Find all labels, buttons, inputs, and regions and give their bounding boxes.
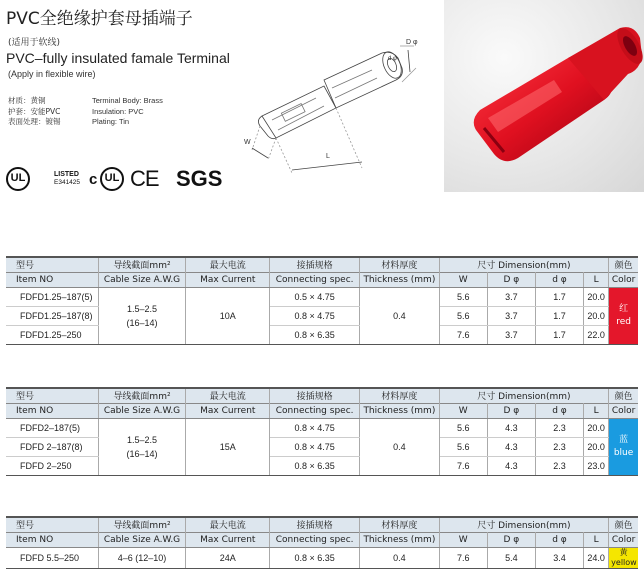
header-spec-en: Connecting spec. [270,272,360,287]
terminal-technical-drawing [232,8,437,188]
dim-d: 2.3 [535,437,583,456]
header-item-cn: 型号 [6,388,98,403]
table-row [6,287,638,306]
header-dimension: 尺寸 Dimension(mm) [439,517,609,532]
header-spec-cn: 接插规格 [270,517,360,532]
header-color-cn: 颜色 [609,257,638,272]
dim-D: 4.3 [487,456,535,475]
material-insulation-cn: 护套：安能PVC [8,106,61,116]
certification-logos [6,165,226,195]
red-terminal-illustration [444,0,644,192]
color-en: yellow [611,557,637,567]
cable-size-cell [98,287,186,344]
dim-D: 4.3 [487,437,535,456]
c-mark: c [89,171,98,188]
header-cable-cn: 导线截面mm² [98,388,186,403]
awg: (16–14) [126,448,158,459]
dim-w: 7.6 [439,547,487,568]
thickness: 0.4 [360,418,440,475]
header-D: D φ [487,532,535,547]
max-current: 10A [186,287,270,344]
dim-L: 20.0 [584,418,609,437]
connecting-spec: 0.8 × 6.35 [270,456,360,475]
header-current-cn: 最大电流 [186,517,270,532]
header-current-cn: 最大电流 [186,388,270,403]
ul-logo: UL [6,167,30,191]
header-d: d φ [535,532,583,547]
dim-d: 2.3 [535,418,583,437]
materials-cn [8,96,61,128]
color-swatch-red [609,287,638,344]
header-color-en: Color [609,272,638,287]
spec-table-yellow [6,516,638,569]
dim-D: 3.7 [487,325,535,344]
item-no: FDFD1.25–187(5) [6,287,98,306]
dim-d: 2.3 [535,456,583,475]
color-en: red [616,316,631,327]
connecting-spec: 0.8 × 6.35 [270,325,360,344]
cable-size: 4–6 [117,552,133,563]
header-thick-cn: 材料厚度 [360,257,440,272]
awg: (12–10) [135,552,167,563]
label-L: L [326,153,330,160]
header-spec-en: Connecting spec. [270,403,360,418]
header-item-cn: 型号 [6,257,98,272]
dim-L: 20.0 [584,437,609,456]
table-row [6,547,638,568]
dim-w: 5.6 [439,418,487,437]
spec-table-red [6,256,638,345]
header-thick-en: Thickness (mm) [360,272,440,287]
thickness: 0.4 [360,547,440,568]
header-item-en: Item NO [6,272,98,287]
table-row [6,418,638,437]
dim-d: 1.7 [535,325,583,344]
connecting-spec: 0.8 × 4.75 [270,306,360,325]
header-color-cn: 颜色 [609,517,638,532]
header-color-cn: 颜色 [609,388,638,403]
dim-d: 3.4 [535,547,583,568]
header-cable-cn: 导线截面mm² [98,517,186,532]
header-item-en: Item NO [6,532,98,547]
dim-w: 7.6 [439,325,487,344]
label-D: D φ [406,39,418,46]
dim-D: 5.4 [487,547,535,568]
header-L: L [584,532,609,547]
header-thick-en: Thickness (mm) [360,403,440,418]
item-no: FDFD1.25–187(8) [6,306,98,325]
connecting-spec: 0.8 × 4.75 [270,418,360,437]
dim-L: 20.0 [584,287,609,306]
sgs-logo: SGS [176,166,223,191]
dim-L: 20.0 [584,306,609,325]
subtitle-cn: (适用于软线) [8,38,61,48]
header-cable-en: Cable Size A.W.G [98,403,186,418]
header-color-en: Color [609,532,638,547]
connecting-spec: 0.8 × 4.75 [270,437,360,456]
header-item-cn: 型号 [6,517,98,532]
page-title-en: PVC–fully insulated famale Terminal [6,50,230,66]
label-d: d φ [388,56,397,62]
thickness: 0.4 [360,287,440,344]
item-no: FDFD 2–187(8) [6,437,98,456]
header-d: d φ [535,272,583,287]
header-D: D φ [487,272,535,287]
header-d: d φ [535,403,583,418]
label-W: W [244,139,251,146]
connecting-spec: 0.8 × 6.35 [270,547,360,568]
dim-L: 22.0 [584,325,609,344]
header-current-en: Max Current [186,532,270,547]
header-cable-en: Cable Size A.W.G [98,532,186,547]
dim-w: 7.6 [439,456,487,475]
file-number: E341425 [54,179,81,186]
header-dimension: 尺寸 Dimension(mm) [439,388,609,403]
header-dimension: 尺寸 Dimension(mm) [439,257,609,272]
header-w: W [439,403,487,418]
dim-D: 4.3 [487,418,535,437]
dim-w: 5.6 [439,437,487,456]
awg: (16–14) [126,317,158,328]
dim-w: 5.6 [439,287,487,306]
dim-d: 1.7 [535,287,583,306]
max-current: 24A [186,547,270,568]
ul-listed-mark [54,171,80,187]
header-w: W [439,532,487,547]
header-color-en: Color [609,403,638,418]
cable-size: 1.5–2.5 [126,303,158,314]
cable-size: 1.5–2.5 [126,434,158,445]
color-swatch-yellow [609,547,638,568]
header-L: L [584,403,609,418]
item-no: FDFD 2–250 [6,456,98,475]
header-L: L [584,272,609,287]
dimension-L [292,162,362,170]
item-no: FDFD1.25–250 [6,325,98,344]
header-spec-en: Connecting spec. [270,532,360,547]
dim-D: 3.7 [487,287,535,306]
material-plating-cn: 表面处理：镀锡 [8,117,61,126]
header-item-en: Item NO [6,403,98,418]
header-D: D φ [487,403,535,418]
header-current-en: Max Current [186,403,270,418]
connecting-spec: 0.5 × 4.75 [270,287,360,306]
dim-d: 1.7 [535,306,583,325]
dimension-W [252,148,268,158]
color-cn: 黄 [619,547,628,557]
color-cn: 红 [619,303,629,314]
header-cable-cn: 导线截面mm² [98,257,186,272]
dim-D: 3.7 [487,306,535,325]
spec-table-blue [6,387,638,476]
receptacle-outline [262,86,336,138]
header-spec-cn: 接插规格 [270,388,360,403]
cul-logo: UL [100,167,124,191]
ce-logo: CE [130,166,159,191]
header-spec-cn: 接插规格 [270,257,360,272]
product-photo [444,0,644,192]
header-w: W [439,272,487,287]
header-thick-cn: 材料厚度 [360,517,440,532]
color-swatch-blue [609,418,638,475]
material-body-cn: 材质：黄铜 [8,96,46,105]
materials-en [92,96,163,128]
max-current: 15A [186,418,270,475]
color-en: blue [613,447,634,458]
item-no: FDFD 5.5–250 [6,547,98,568]
header-thick-cn: 材料厚度 [360,388,440,403]
item-no: FDFD2–187(5) [6,418,98,437]
cable-size-cell [98,547,186,568]
material-plating-en: Plating: Tin [92,117,130,126]
dim-w: 5.6 [439,306,487,325]
material-body-en: Terminal Body: Brass [92,96,163,105]
header-current-cn: 最大电流 [186,257,270,272]
listed-label: LISTED [54,171,79,178]
page-title-cn: PVC全绝缘护套母插端子 [6,9,193,29]
cable-size-cell [98,418,186,475]
dim-L: 23.0 [584,456,609,475]
header-current-en: Max Current [186,272,270,287]
material-insulation-en: Insulation: PVC [92,106,144,116]
color-cn: 蓝 [619,434,629,445]
subtitle-en: (Apply in flexible wire) [8,69,96,79]
dim-L: 24.0 [584,547,609,568]
header-thick-en: Thickness (mm) [360,532,440,547]
header-cable-en: Cable Size A.W.G [98,272,186,287]
